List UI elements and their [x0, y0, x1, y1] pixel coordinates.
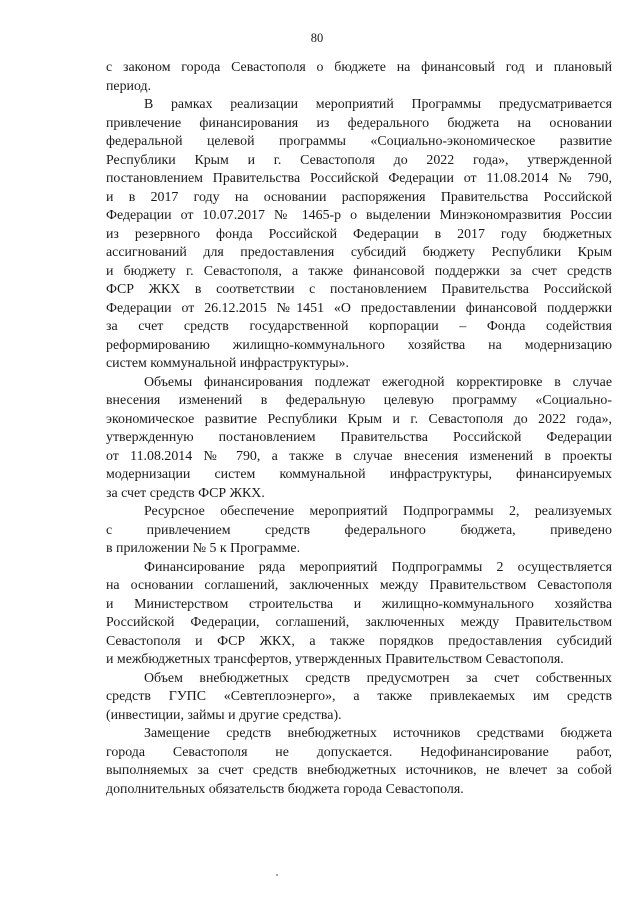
text-line: в приложении № 5 к Программе. — [106, 541, 301, 556]
text-line: и в 2017 году на основании распоряжения Правительства Российской — [106, 189, 612, 205]
document-body — [106, 59, 612, 799]
text-line: экономическое развитие Республики Крым и г. Севастополя до 2022 года», — [106, 411, 612, 427]
text-line: период. — [106, 78, 152, 94]
text-line: Ресурсное обеспечение мероприятий Подпрограммы 2, реализуемых — [144, 504, 612, 519]
page-number: 80 — [310, 31, 324, 45]
text-line: модернизации систем коммунальной инфраструктуры, финансируемых — [106, 467, 612, 482]
text-line: от 11.08.2014 № 790, а также в случае внесения изменений в проекты — [106, 448, 612, 464]
text-line: систем коммунальной инфраструктуры». — [106, 356, 349, 371]
text-line: Объем внебюджетных средств предусмотрен за счет собственных — [144, 670, 612, 686]
text-line: утвержденную постановлением Правительства Российской Федерации — [106, 430, 612, 445]
paragraph — [106, 374, 612, 504]
text-line: и Министерством строительства и жилищно-коммунального хозяйства — [106, 596, 612, 612]
text-line: за счет средств ФСР ЖКХ. — [106, 485, 265, 501]
text-line: Замещение средств внебюджетных источников средствами бюджета — [144, 726, 612, 741]
text-line: города Севастополя не допускается. Недофинансирование работ, — [106, 744, 612, 760]
text-line: из резервного фонда Российской Федерации в 2017 году бюджетных — [106, 226, 612, 242]
text-line: средств ГУПС «Севтеплоэнерго», а также привлекаемых им средств — [106, 689, 612, 704]
text-line: В рамках реализации мероприятий Программы предусматривается — [144, 97, 612, 112]
paragraph — [106, 96, 612, 374]
text-line: на основании соглашений, заключенных между Правительством Севастополя — [106, 578, 612, 593]
paragraph — [106, 59, 612, 96]
text-line: Севастополя и ФСР ЖКХ, а также порядков предоставления субсидий — [106, 633, 612, 649]
text-line: реформированию жилищно-коммунального хозяйства на модернизацию — [106, 337, 612, 353]
text-line: Объемы финансирования подлежат ежегодной корректировке в случае — [144, 374, 612, 390]
text-line: федеральной целевой программы «Социально-экономическое развитие — [106, 134, 612, 149]
text-line: Республики Крым и г. Севастополя до 2022 года», утвержденной — [106, 152, 612, 168]
text-line: за счет средств государственной корпорации – Фонда содействия — [106, 319, 612, 334]
text-line: дополнительных обязательств бюджета города Севастополя. — [106, 781, 464, 797]
text-line: ФСР ЖКХ в соответствии с постановлением Правительства Российской — [106, 282, 612, 297]
text-line: Российской Федерации, соглашений, заключенных между Правительством — [106, 615, 612, 630]
text-line: внесения изменений в федеральную целевую программу «Социально- — [106, 393, 612, 408]
text-line: и бюджету г. Севастополя, а также финансовой поддержки за счет средств — [106, 263, 612, 279]
text-line: выполняемых за счет средств внебюджетных источников, не влечет за собой — [106, 763, 612, 778]
text-line: постановлением Правительства Российской Федерации от 11.08.2014 № 790, — [106, 171, 612, 186]
text-line: Федерации от 10.07.2017 № 1465-р о выделении Минэкономразвития России — [106, 208, 612, 223]
text-line: Федерации от 26.12.2015 №1451 «О предоставлении финансовой поддержки — [106, 300, 612, 316]
paragraph — [106, 559, 612, 670]
text-line: Финансирование ряда мероприятий Подпрограммы 2 осуществляется — [144, 559, 612, 575]
text-line: (инвестиции, займы и другие средства). — [106, 707, 342, 723]
paragraph — [106, 725, 612, 799]
text-line: ассигнований для предоставления субсидий бюджету Республики Крым — [106, 245, 612, 260]
paragraph — [106, 503, 612, 559]
text-line: с законом города Севастополя о бюджете на финансовый год и плановый — [106, 60, 612, 75]
text-line: и межбюджетных трансфертов, утвержденных Правительством Севастополя. — [106, 652, 564, 667]
scan-speck — [276, 874, 278, 876]
text-line: с привлечением средств федерального бюджета, приведено — [106, 522, 612, 538]
text-line: привлечение финансирования из федерального бюджета на основании — [106, 115, 612, 131]
paragraph — [106, 670, 612, 726]
